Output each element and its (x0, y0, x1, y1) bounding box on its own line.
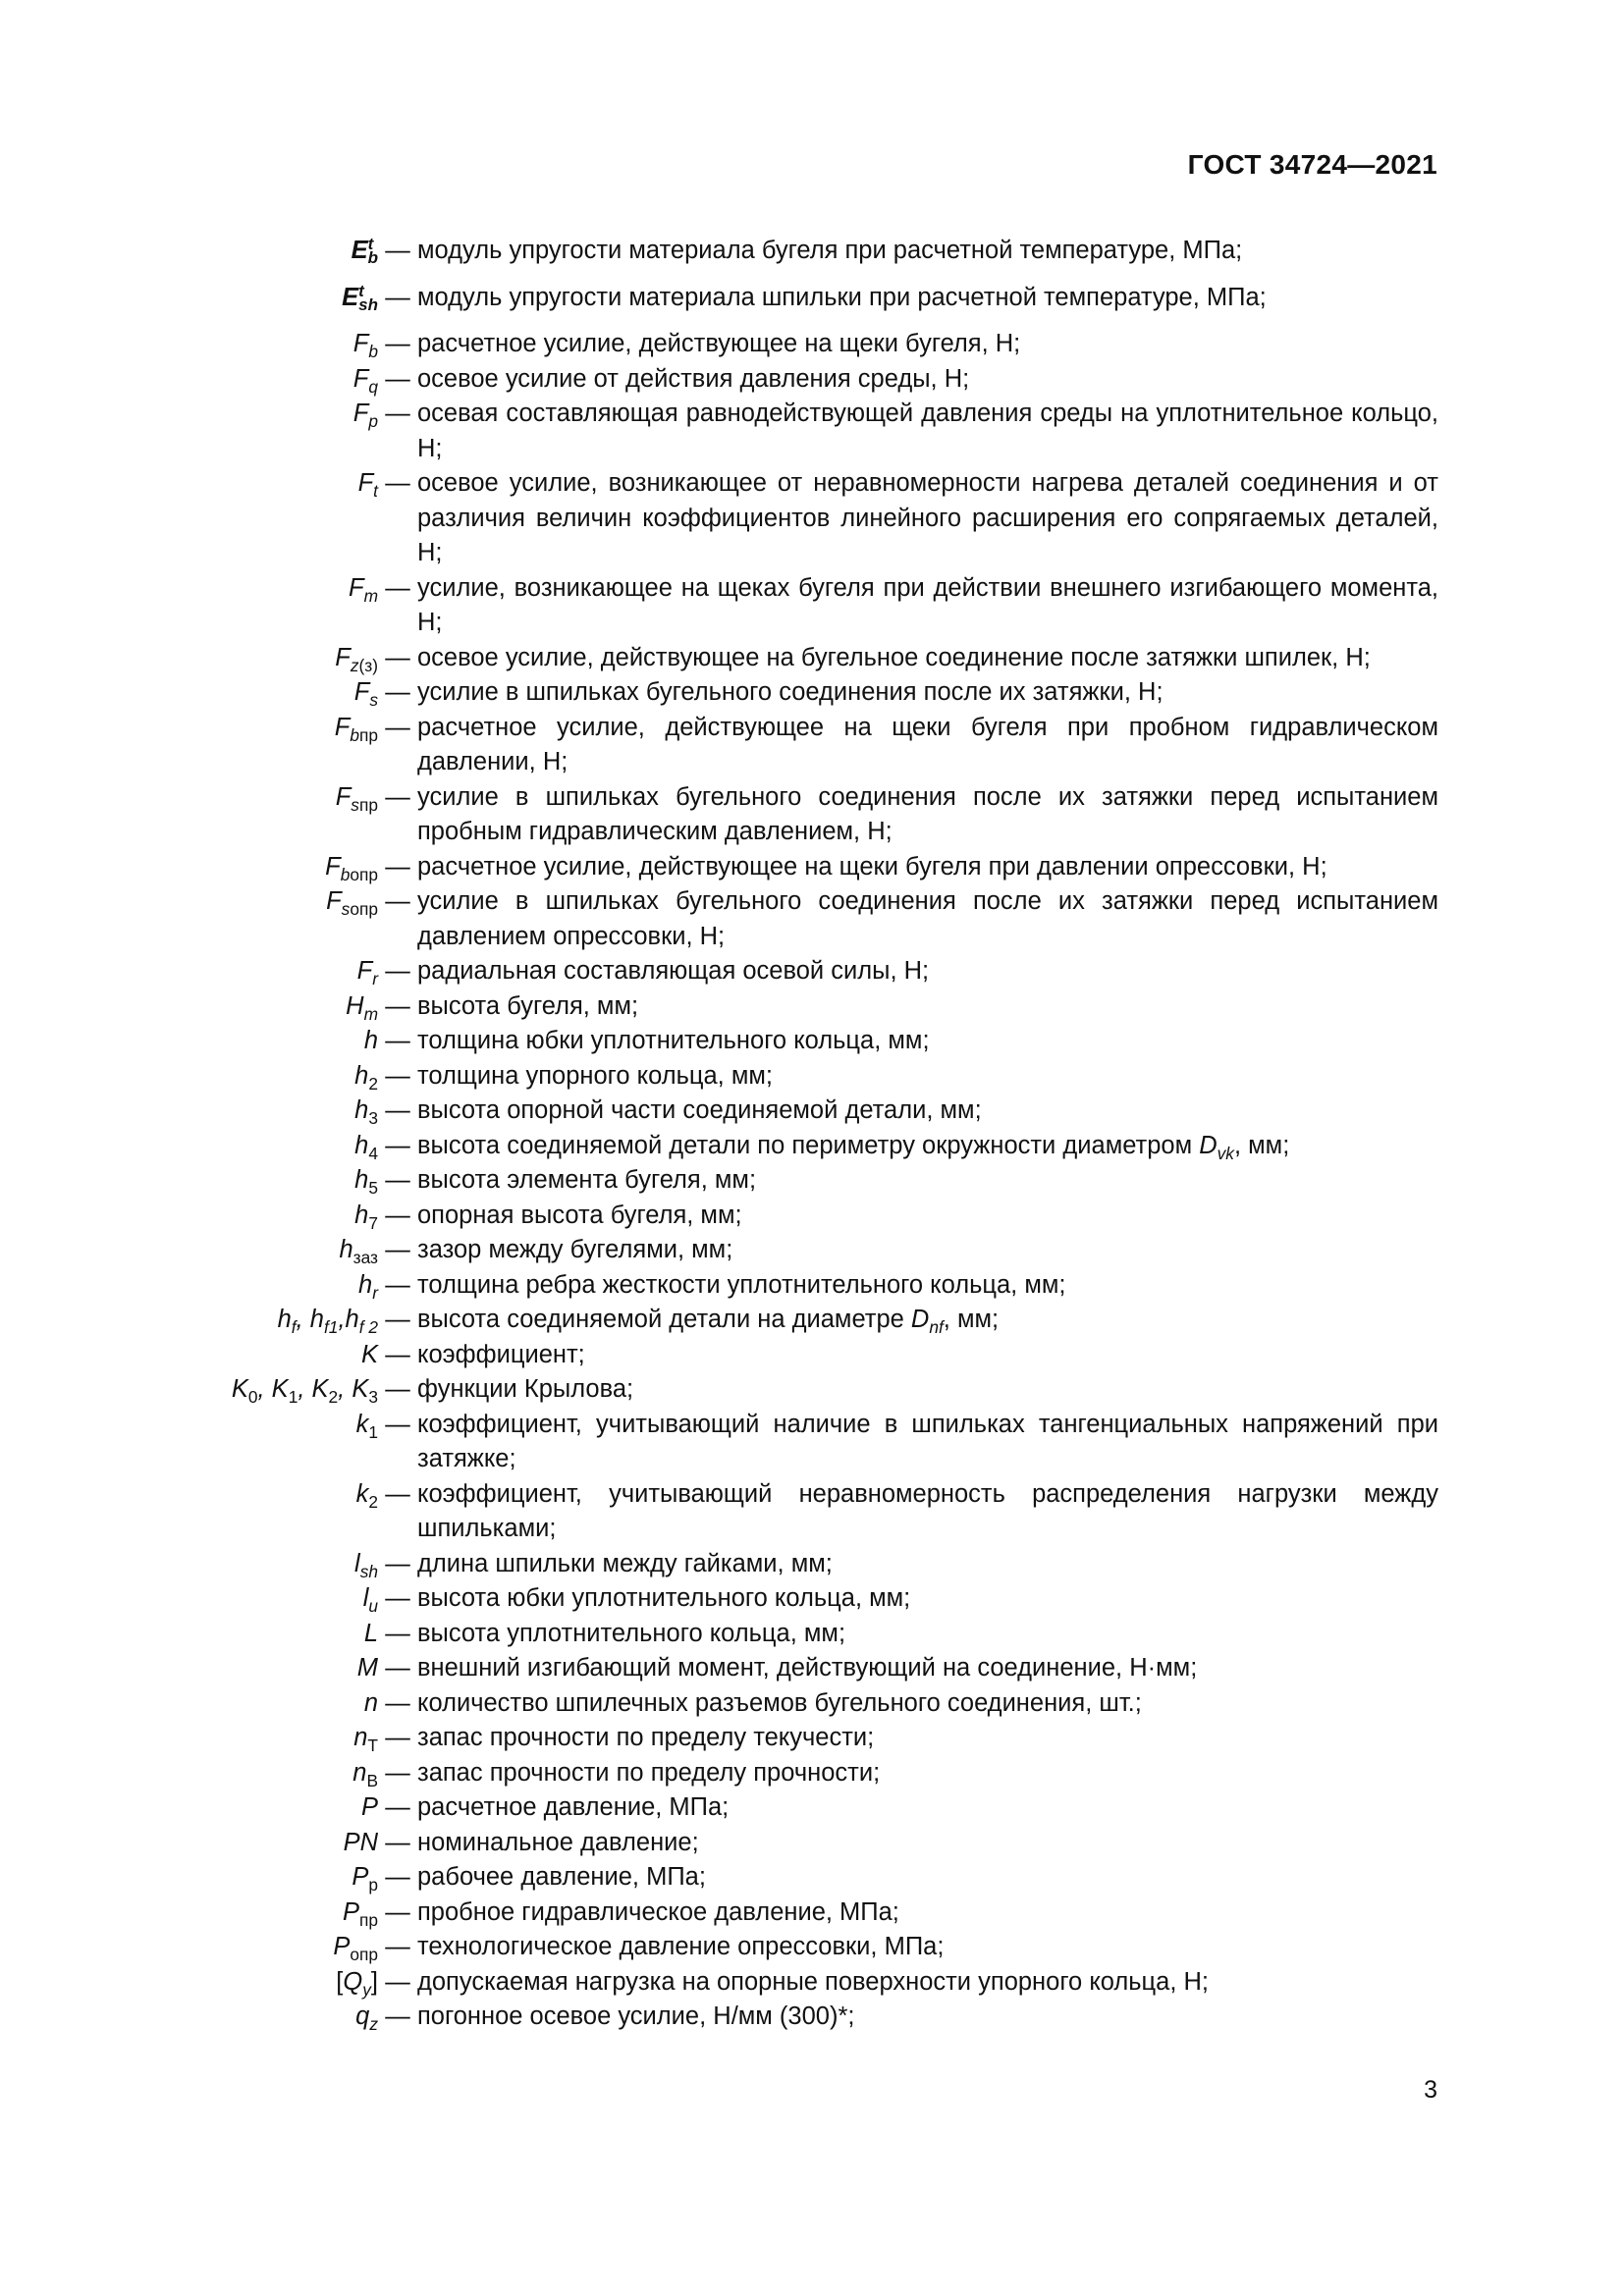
definition-dash: — (385, 1758, 410, 1787)
definition-symbol: $l_{sh}$ (354, 1549, 378, 1581)
definition-row (0, 1547, 1438, 1582)
definition-text: коэффициент; (417, 1340, 585, 1368)
definition-symbol: $H_m$ (346, 991, 378, 1024)
definition-text: функции Крылова; (417, 1375, 634, 1403)
definition-dash: — (385, 237, 410, 264)
definition-row (0, 1163, 1438, 1199)
definition-row (0, 571, 1438, 641)
definition-row (0, 1199, 1438, 1234)
definition-dash: — (385, 1306, 410, 1333)
definition-symbol: K (360, 1340, 378, 1368)
definition-dash: — (385, 1933, 410, 1960)
definition-symbol: $l_u$ (362, 1584, 378, 1617)
definition-text: допускаемая нагрузка на опорные поверхности упорного кольца, Н; (417, 1967, 1210, 1996)
definition-row (0, 234, 1438, 269)
definition-symbol: $F_m$ (348, 573, 378, 606)
definition-text: усилие в шпильках бугельного соединения после их затяжки, Н; (417, 678, 1164, 706)
definition-row (0, 1094, 1438, 1129)
definition-symbol: $h_2$ (354, 1061, 378, 1094)
definition-row (0, 1129, 1438, 1164)
definition-dash: — (385, 678, 410, 706)
definition-symbol: $F_p$ (352, 400, 378, 432)
definition-text: длина шпильки между гайками, мм; (417, 1549, 833, 1577)
definition-symbol: $F_{z(з)}$ (335, 643, 378, 675)
definition-text: осевое усилие, действующее на бугельное соединение после затяжки шпилек, Н; (417, 643, 1371, 671)
definition-dash: — (385, 1131, 410, 1159)
definition-symbol: $P_{опр}$ (333, 1933, 378, 1965)
definition-symbol: $h_5$ (354, 1166, 378, 1199)
definition-row (0, 397, 1438, 466)
definition-symbol: $F_{bпр}$ (334, 713, 378, 745)
definition-symbol: $q_z$ (355, 2002, 378, 2035)
definition-text: коэффициент, учитывающий наличие в шпильках тангенциальных напряжений при затяжке; (417, 1410, 1438, 1472)
definition-row (0, 1860, 1438, 1896)
definition-text: количество шпилечных разъемов бугельного соединения, шт.; (417, 1688, 1142, 1717)
definition-symbol: $P_{пр}$ (342, 1897, 378, 1930)
definition-dash: — (385, 991, 410, 1020)
definition-text: высота уплотнительного кольца, мм; (417, 1619, 846, 1647)
definition-dash: — (385, 852, 410, 881)
definition-dash: — (385, 1375, 410, 1403)
definition-text: опорная высота бугеля, мм; (417, 1201, 742, 1229)
definition-row (0, 1372, 1438, 1408)
definition-symbol: $F_{sопр}$ (326, 887, 378, 920)
definition-symbol: $F_{sпр}$ (335, 782, 378, 815)
definition-symbol: $k_2$ (355, 1479, 378, 1512)
definition-row (0, 1059, 1438, 1095)
definition-text: расчетное усилие, действующее на щеки бугеля при давлении опрессовки, Н; (417, 852, 1327, 881)
definition-row (0, 850, 1438, 885)
definition-row (0, 711, 1438, 780)
definition-text: расчетное усилие, действующее на щеки бугеля при пробном гидравлическом давлении, Н; (417, 713, 1438, 775)
definition-dash: — (385, 1654, 410, 1682)
definition-symbol: $P_р$ (352, 1863, 378, 1896)
definition-row (0, 1024, 1438, 1059)
definition-symbol: $h_3$ (354, 1096, 378, 1129)
definition-dash: — (385, 1863, 410, 1891)
definition-text: высота соединяемой детали по периметру окружности диаметром $D_{vk}$, мм; (417, 1131, 1290, 1163)
definition-symbol: h (363, 1027, 378, 1054)
definition-dash: — (385, 1584, 410, 1612)
definition-row (0, 1268, 1438, 1304)
definition-text: осевое усилие от действия давления среды, Н; (417, 364, 970, 393)
definition-row (0, 989, 1438, 1025)
definition-text: толщина ребра жесткости уплотнительного кольца, мм; (417, 1270, 1066, 1299)
definition-dash: — (385, 1201, 410, 1229)
definition-row (0, 1790, 1438, 1826)
definition-text: расчетное давление, МПа; (417, 1793, 730, 1821)
page-number: 3 (1424, 2076, 1437, 2104)
definition-row (0, 1233, 1438, 1268)
definition-symbol: L (363, 1619, 378, 1647)
definition-text: пробное гидравлическое давление, МПа; (417, 1897, 899, 1926)
definition-symbol: E t sh (342, 281, 378, 314)
definition-text: номинальное давление; (417, 1828, 699, 1856)
definition-dash: — (385, 713, 410, 741)
definition-symbol: $n_В$ (352, 1758, 378, 1790)
definition-dash: — (385, 1967, 410, 1996)
definition-row (0, 1477, 1438, 1547)
definition-row (0, 780, 1438, 850)
definition-text: модуль упругости материала бугеля при расчетной температуре, МПа; (417, 237, 1243, 264)
definition-symbol: $F_r$ (356, 957, 378, 989)
definition-text: технологическое давление опрессовки, МПа; (417, 1933, 945, 1960)
definition-symbol: $K_0$, $K_1$, $K_2$, $K_3$ (231, 1375, 378, 1408)
definition-text: коэффициент, учитывающий неравномерность распределения нагрузки между шпильками; (417, 1479, 1438, 1542)
definition-symbol: $F_s$ (353, 678, 378, 711)
definition-symbol: $F_b$ (352, 330, 378, 362)
definition-row (0, 1338, 1438, 1373)
definition-symbol: $[Q_y]$ (336, 1967, 378, 2000)
definition-text: модуль упругости материала шпильки при расчетной температуре, МПа; (417, 283, 1267, 311)
definition-symbol: $n_Т$ (353, 1724, 378, 1756)
definition-row (0, 1686, 1438, 1722)
definition-dash: — (385, 1724, 410, 1751)
definition-text: погонное осевое усилие, Н/мм (300)*; (417, 2002, 855, 2030)
definition-row (0, 1930, 1438, 1965)
definition-symbol: $h_7$ (354, 1201, 378, 1233)
definition-text: высота бугеля, мм; (417, 991, 639, 1020)
definition-dash: — (385, 1688, 410, 1717)
definition-text: усилие в шпильках бугельного соединения после их затяжки перед испытанием давлением опрессовки, Н; (417, 887, 1438, 950)
definition-text: высота элемента бугеля, мм; (417, 1166, 757, 1194)
definition-dash: — (385, 1096, 410, 1124)
definition-symbol: $F_t$ (357, 469, 378, 502)
definition-text: усилие, возникающее на щеках бугеля при действии внешнего изгибающего момента, Н; (417, 573, 1438, 636)
definition-symbol: $F_q$ (352, 364, 378, 397)
definition-text: высота юбки уплотнительного кольца, мм; (417, 1584, 911, 1612)
document-header: ГОСТ 34724—2021 (1187, 149, 1437, 180)
definition-row (0, 1826, 1438, 1861)
definition-row (0, 327, 1438, 362)
definition-row (0, 362, 1438, 398)
definition-text: рабочее давление, МПа; (417, 1863, 706, 1891)
definition-dash: — (385, 957, 410, 985)
definition-dash: — (385, 1619, 410, 1647)
definition-row (0, 884, 1438, 954)
definition-row (0, 1617, 1438, 1652)
definition-symbol: n (363, 1688, 378, 1717)
definition-symbol: E t b (351, 235, 378, 268)
definition-row (0, 1756, 1438, 1791)
definition-dash: — (385, 1270, 410, 1299)
definition-symbol: P (360, 1793, 378, 1821)
definition-text: высота соединяемой детали на диаметре $D_{nf}$, мм; (417, 1306, 1000, 1338)
definition-text: толщина юбки уплотнительного кольца, мм; (417, 1027, 930, 1054)
definition-symbol: $F_{bопр}$ (325, 852, 378, 884)
definition-dash: — (385, 1410, 410, 1438)
definition-row (0, 1896, 1438, 1931)
definition-symbol: $h_f$, $h_{f1},h_{f 2}$ (277, 1306, 378, 1338)
definition-row (0, 1581, 1438, 1617)
definition-symbol: M (356, 1654, 378, 1682)
definition-dash: — (385, 330, 410, 357)
definition-row (0, 954, 1438, 989)
definition-text: осевое усилие, возникающее от неравномерности нагрева деталей соединения и от различия величин коэффициентов линейного расширения его сопрягаемых деталей, Н; (417, 469, 1438, 566)
definition-dash: — (385, 1061, 410, 1090)
definition-row (0, 1965, 1438, 2001)
definition-dash: — (385, 469, 410, 497)
definition-dash: — (385, 283, 410, 311)
definition-text: высота опорной части соединяемой детали, мм; (417, 1096, 982, 1124)
definition-dash: — (385, 400, 410, 427)
definition-text: усилие в шпильках бугельного соединения после их затяжки перед испытанием пробным гидравлическим давлением, Н; (417, 782, 1438, 845)
definition-symbol: $h_r$ (358, 1270, 378, 1303)
definition-row (0, 466, 1438, 571)
definition-dash: — (385, 364, 410, 393)
definition-dash: — (385, 1793, 410, 1821)
definition-dash: — (385, 1340, 410, 1368)
definition-dash: — (385, 573, 410, 602)
definition-dash: — (385, 887, 410, 915)
definition-text: запас прочности по пределу текучести; (417, 1724, 875, 1751)
definition-symbol: $h_4$ (354, 1131, 378, 1163)
definition-text: толщина упорного кольца, мм; (417, 1061, 773, 1090)
definition-row (0, 675, 1438, 711)
definitions-list (0, 234, 1438, 2035)
definition-dash: — (385, 1549, 410, 1577)
definition-text: расчетное усилие, действующее на щеки бугеля, Н; (417, 330, 1021, 357)
definition-row (0, 281, 1438, 316)
definition-text: запас прочности по пределу прочности; (417, 1758, 881, 1787)
definition-dash: — (385, 2002, 410, 2030)
definition-symbol: $h_{заз}$ (339, 1236, 378, 1268)
definition-dash: — (385, 1897, 410, 1926)
definition-dash: — (385, 1166, 410, 1194)
definition-text: радиальная составляющая осевой силы, Н; (417, 957, 930, 985)
definition-text: осевая составляющая равнодействующей давления среды на уплотнительное кольцо, Н; (417, 400, 1438, 462)
definition-row (0, 1408, 1438, 1477)
definition-text: зазор между бугелями, мм; (417, 1236, 733, 1263)
definition-row (0, 1303, 1438, 1338)
definition-text: внешний изгибающий момент, действующий на соединение, Н·мм; (417, 1654, 1198, 1682)
definition-row (0, 641, 1438, 676)
definition-symbol: PN (343, 1828, 378, 1856)
definition-dash: — (385, 1027, 410, 1054)
definition-row (0, 2000, 1438, 2035)
definition-row (0, 1651, 1438, 1686)
definition-dash: — (385, 1828, 410, 1856)
definition-dash: — (385, 1236, 410, 1263)
definition-dash: — (385, 1479, 410, 1508)
definition-symbol: $k_1$ (355, 1410, 378, 1442)
definition-dash: — (385, 782, 410, 811)
definition-row (0, 1721, 1438, 1756)
definition-dash: — (385, 643, 410, 671)
